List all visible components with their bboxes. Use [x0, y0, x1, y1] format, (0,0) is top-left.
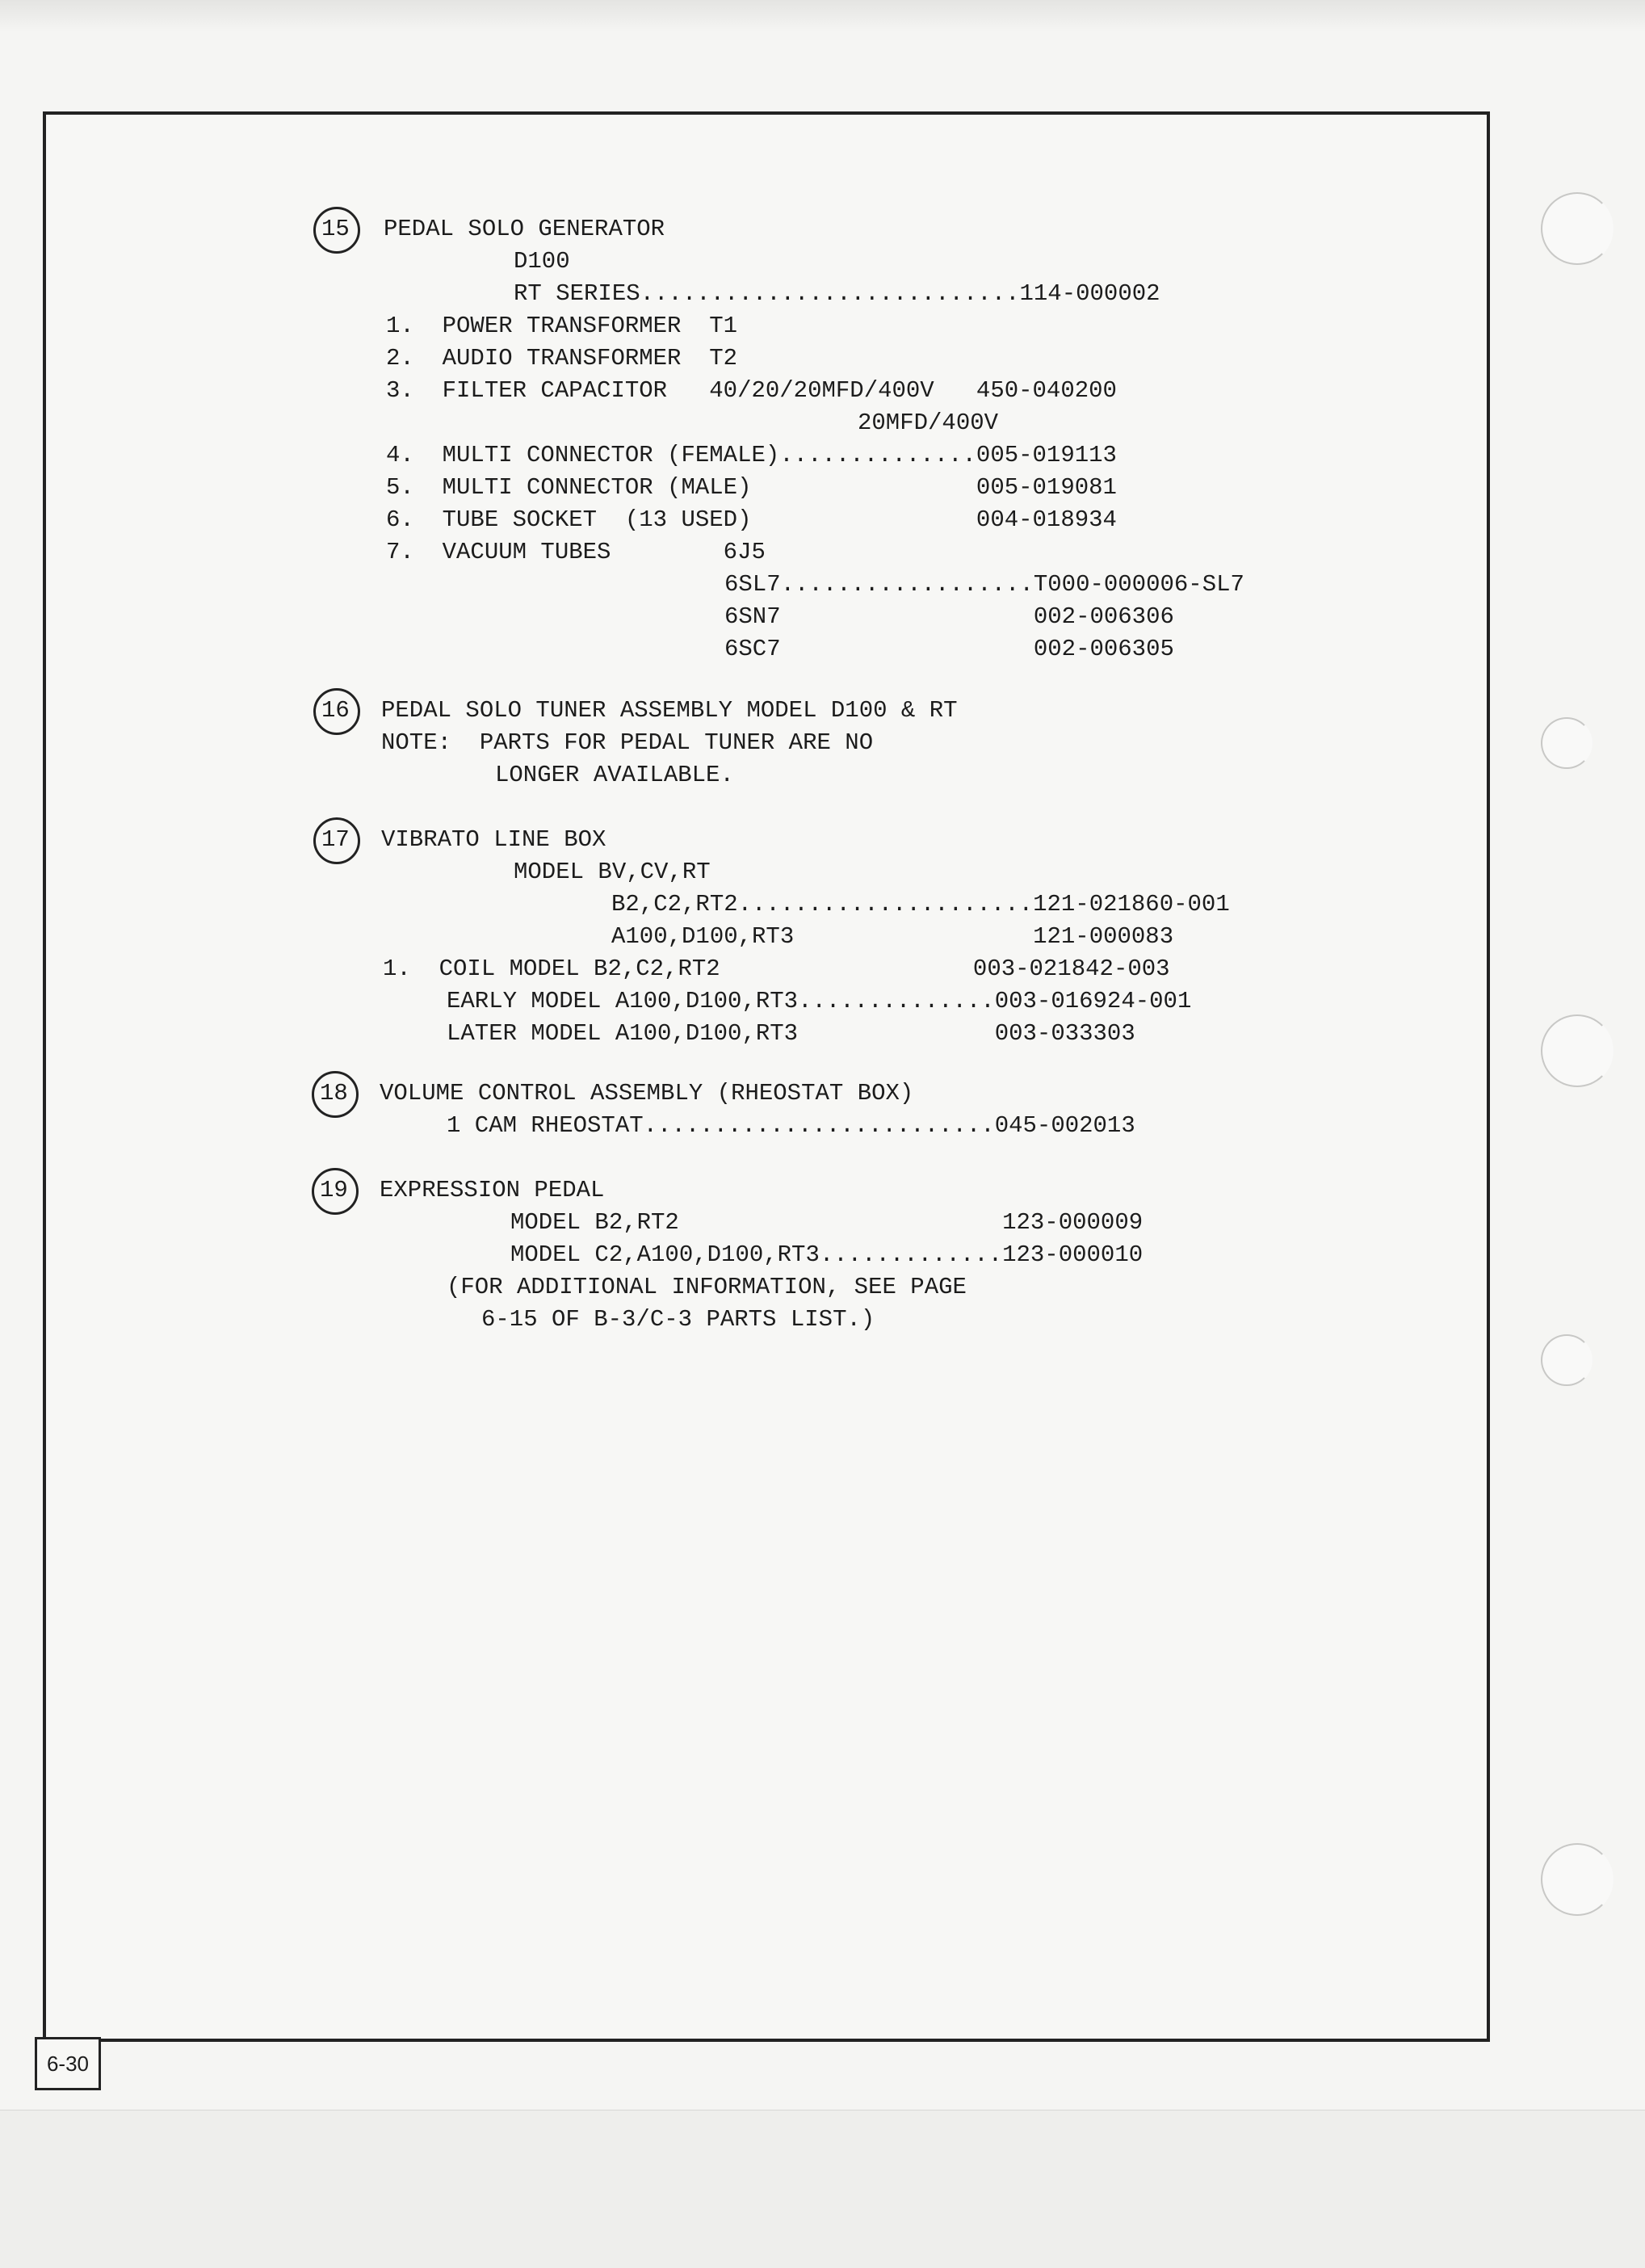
section-16-title: PEDAL SOLO TUNER ASSEMBLY MODEL D100 & RT	[381, 697, 958, 724]
section-17-item-1: 1. COIL MODEL B2,C2,RT2 003-021842-003	[383, 956, 1170, 982]
section-15-model: D100	[514, 248, 570, 275]
binder-hole-4	[1541, 1334, 1593, 1386]
section-17-item-1-later: LATER MODEL A100,D100,RT3 003-033303	[447, 1020, 1135, 1047]
section-19-note-cont: 6-15 OF B-3/C-3 PARTS LIST.)	[481, 1306, 875, 1333]
binder-hole-5	[1541, 1843, 1614, 1916]
section-15-item-4: 4. MULTI CONNECTOR (FEMALE)..............005-019113	[386, 442, 1117, 468]
page-top-shade	[0, 0, 1645, 32]
binder-hole-1	[1541, 192, 1614, 265]
page-number: 6-30	[35, 2037, 101, 2090]
binder-hole-3	[1541, 1014, 1614, 1087]
section-18-rheostat: 1 CAM RHEOSTAT.........................045-002013	[447, 1112, 1135, 1139]
section-16-note: NOTE: PARTS FOR PEDAL TUNER ARE NO	[381, 729, 874, 756]
section-15-title: PEDAL SOLO GENERATOR	[384, 216, 665, 242]
section-15-item-2: 2. AUDIO TRANSFORMER T2	[386, 345, 738, 372]
section-15-tube-6sn7: 6SN7 002-006306	[724, 603, 1174, 630]
section-19-number: 19	[320, 1177, 348, 1203]
section-17-title: VIBRATO LINE BOX	[381, 826, 606, 853]
section-15-item-7: 7. VACUUM TUBES 6J5	[386, 539, 766, 565]
page-bottom-strip	[0, 2110, 1645, 2268]
binder-hole-2	[1541, 717, 1593, 769]
section-19-note: (FOR ADDITIONAL INFORMATION, SEE PAGE	[447, 1274, 967, 1300]
section-15-item-3-cont: 20MFD/400V	[858, 410, 999, 436]
section-16-number: 16	[321, 697, 350, 724]
section-19-model-c2: MODEL C2,A100,D100,RT3.............123-000010	[510, 1241, 1144, 1268]
section-17-item-1-early: EARLY MODEL A100,D100,RT3..............003-016924-001	[447, 988, 1192, 1014]
section-15-item-5: 5. MULTI CONNECTOR (MALE) 005-019081	[386, 474, 1117, 501]
section-17-model-b2: B2,C2,RT2.....................121-021860-001	[611, 891, 1230, 918]
section-18-number: 18	[320, 1080, 348, 1107]
section-17-model: MODEL BV,CV,RT	[514, 859, 711, 885]
section-16-note-cont: LONGER AVAILABLE.	[495, 762, 734, 788]
section-17-model-a100: A100,D100,RT3 121-000083	[611, 923, 1174, 950]
section-18-title: VOLUME CONTROL ASSEMBLY (RHEOSTAT BOX)	[380, 1080, 914, 1107]
section-15-number: 15	[321, 216, 350, 242]
section-15-tube-6sc7: 6SC7 002-006305	[724, 636, 1174, 662]
section-15-item-1: 1. POWER TRANSFORMER T1	[386, 313, 738, 339]
section-15-item-3: 3. FILTER CAPACITOR 40/20/20MFD/400V 450-040200	[386, 377, 1117, 404]
section-17-number: 17	[321, 826, 350, 853]
section-15-tube-6sl7: 6SL7..................T000-000006-SL7	[724, 571, 1244, 598]
section-19-title: EXPRESSION PEDAL	[380, 1177, 605, 1203]
section-19-model-b2: MODEL B2,RT2 123-000009	[510, 1209, 1144, 1236]
section-15-item-6: 6. TUBE SOCKET (13 USED) 004-018934	[386, 506, 1117, 533]
section-15-rt-series: RT SERIES...........................114-000002	[514, 280, 1160, 307]
